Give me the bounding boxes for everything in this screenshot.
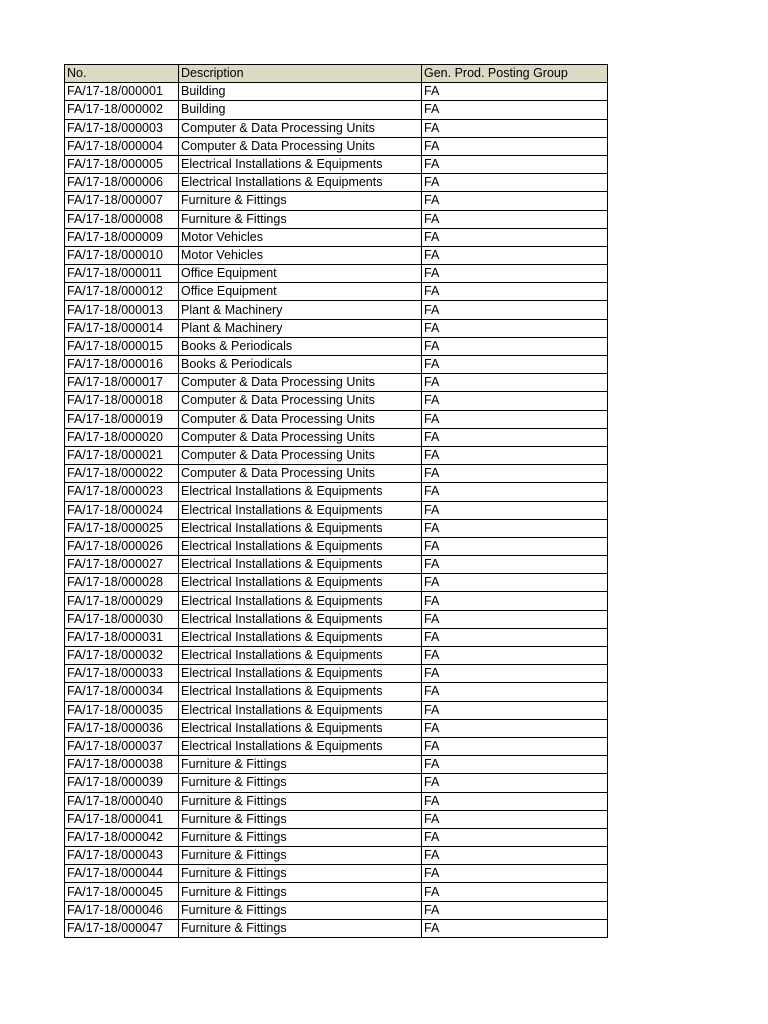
cell-posting-group: FA: [422, 574, 608, 592]
cell-description: Furniture & Fittings: [179, 901, 422, 919]
table-row: [65, 810, 608, 828]
cell-description: Electrical Installations & Equipments: [179, 592, 422, 610]
table-row: [65, 683, 608, 701]
table-body: [65, 83, 608, 938]
cell-description: Electrical Installations & Equipments: [179, 719, 422, 737]
cell-no: FA/17-18/000023: [65, 483, 179, 501]
table-row: [65, 392, 608, 410]
cell-no: FA/17-18/000015: [65, 337, 179, 355]
table-row: [65, 701, 608, 719]
table-row: [65, 828, 608, 846]
cell-posting-group: FA: [422, 265, 608, 283]
cell-description: Electrical Installations & Equipments: [179, 556, 422, 574]
cell-description: Books & Periodicals: [179, 356, 422, 374]
cell-description: Electrical Installations & Equipments: [179, 574, 422, 592]
cell-posting-group: FA: [422, 174, 608, 192]
table-row: [65, 847, 608, 865]
cell-posting-group: FA: [422, 901, 608, 919]
cell-posting-group: FA: [422, 847, 608, 865]
table-row: [65, 519, 608, 537]
cell-no: FA/17-18/000040: [65, 792, 179, 810]
header-row: [65, 65, 608, 83]
cell-description: Electrical Installations & Equipments: [179, 737, 422, 755]
cell-no: FA/17-18/000022: [65, 465, 179, 483]
table-row: [65, 465, 608, 483]
table-row: [65, 228, 608, 246]
cell-description: Furniture & Fittings: [179, 774, 422, 792]
cell-no: FA/17-18/000024: [65, 501, 179, 519]
cell-no: FA/17-18/000021: [65, 446, 179, 464]
table-row: [65, 901, 608, 919]
cell-description: Building: [179, 101, 422, 119]
cell-no: FA/17-18/000035: [65, 701, 179, 719]
cell-description: Furniture & Fittings: [179, 810, 422, 828]
cell-no: FA/17-18/000007: [65, 192, 179, 210]
table-row: [65, 446, 608, 464]
cell-no: FA/17-18/000043: [65, 847, 179, 865]
cell-posting-group: FA: [422, 392, 608, 410]
table-row: [65, 374, 608, 392]
table-row: [65, 501, 608, 519]
cell-description: Office Equipment: [179, 283, 422, 301]
cell-posting-group: FA: [422, 283, 608, 301]
cell-posting-group: FA: [422, 647, 608, 665]
cell-no: FA/17-18/000033: [65, 665, 179, 683]
cell-posting-group: FA: [422, 155, 608, 173]
table-row: [65, 610, 608, 628]
cell-no: FA/17-18/000003: [65, 119, 179, 137]
table-row: [65, 592, 608, 610]
table-row: [65, 919, 608, 937]
cell-posting-group: FA: [422, 519, 608, 537]
cell-no: FA/17-18/000039: [65, 774, 179, 792]
table-row: [65, 647, 608, 665]
table-row: [65, 174, 608, 192]
cell-posting-group: FA: [422, 246, 608, 264]
table-header: [65, 65, 608, 83]
cell-description: Books & Periodicals: [179, 337, 422, 355]
cell-description: Building: [179, 83, 422, 101]
cell-description: Furniture & Fittings: [179, 828, 422, 846]
cell-description: Electrical Installations & Equipments: [179, 665, 422, 683]
cell-posting-group: FA: [422, 737, 608, 755]
cell-description: Motor Vehicles: [179, 246, 422, 264]
cell-no: FA/17-18/000004: [65, 137, 179, 155]
cell-posting-group: FA: [422, 192, 608, 210]
cell-description: Motor Vehicles: [179, 228, 422, 246]
column-header-no: No.: [65, 65, 179, 83]
table-row: [65, 883, 608, 901]
cell-posting-group: FA: [422, 374, 608, 392]
cell-description: Furniture & Fittings: [179, 883, 422, 901]
cell-no: FA/17-18/000027: [65, 556, 179, 574]
cell-no: FA/17-18/000038: [65, 756, 179, 774]
cell-posting-group: FA: [422, 919, 608, 937]
cell-posting-group: FA: [422, 446, 608, 464]
cell-no: FA/17-18/000011: [65, 265, 179, 283]
cell-no: FA/17-18/000005: [65, 155, 179, 173]
cell-description: Furniture & Fittings: [179, 756, 422, 774]
cell-description: Furniture & Fittings: [179, 847, 422, 865]
cell-no: FA/17-18/000042: [65, 828, 179, 846]
cell-description: Computer & Data Processing Units: [179, 465, 422, 483]
cell-posting-group: FA: [422, 228, 608, 246]
table-row: [65, 628, 608, 646]
cell-posting-group: FA: [422, 337, 608, 355]
table-row: [65, 556, 608, 574]
cell-posting-group: FA: [422, 356, 608, 374]
cell-no: FA/17-18/000009: [65, 228, 179, 246]
cell-posting-group: FA: [422, 883, 608, 901]
table-row: [65, 301, 608, 319]
cell-posting-group: FA: [422, 319, 608, 337]
cell-no: FA/17-18/000014: [65, 319, 179, 337]
cell-description: Computer & Data Processing Units: [179, 119, 422, 137]
table-row: [65, 719, 608, 737]
cell-description: Plant & Machinery: [179, 301, 422, 319]
table-row: [65, 192, 608, 210]
cell-description: Electrical Installations & Equipments: [179, 155, 422, 173]
table-row: [65, 119, 608, 137]
fixed-asset-table: [64, 64, 608, 938]
cell-description: Electrical Installations & Equipments: [179, 174, 422, 192]
cell-no: FA/17-18/000032: [65, 647, 179, 665]
table-row: [65, 410, 608, 428]
cell-no: FA/17-18/000047: [65, 919, 179, 937]
cell-posting-group: FA: [422, 556, 608, 574]
cell-posting-group: FA: [422, 83, 608, 101]
cell-description: Electrical Installations & Equipments: [179, 483, 422, 501]
cell-no: FA/17-18/000017: [65, 374, 179, 392]
cell-description: Electrical Installations & Equipments: [179, 519, 422, 537]
cell-posting-group: FA: [422, 792, 608, 810]
table-row: [65, 337, 608, 355]
cell-description: Electrical Installations & Equipments: [179, 501, 422, 519]
cell-posting-group: FA: [422, 810, 608, 828]
table-row: [65, 756, 608, 774]
cell-no: FA/17-18/000036: [65, 719, 179, 737]
cell-no: FA/17-18/000026: [65, 537, 179, 555]
cell-posting-group: FA: [422, 483, 608, 501]
column-header-posting-group: Gen. Prod. Posting Group: [422, 65, 608, 83]
cell-posting-group: FA: [422, 592, 608, 610]
cell-description: Furniture & Fittings: [179, 865, 422, 883]
cell-description: Computer & Data Processing Units: [179, 374, 422, 392]
cell-no: FA/17-18/000030: [65, 610, 179, 628]
cell-no: FA/17-18/000046: [65, 901, 179, 919]
cell-posting-group: FA: [422, 719, 608, 737]
cell-posting-group: FA: [422, 210, 608, 228]
cell-posting-group: FA: [422, 301, 608, 319]
table-row: [65, 792, 608, 810]
cell-description: Electrical Installations & Equipments: [179, 647, 422, 665]
cell-description: Computer & Data Processing Units: [179, 428, 422, 446]
cell-description: Computer & Data Processing Units: [179, 446, 422, 464]
cell-description: Computer & Data Processing Units: [179, 137, 422, 155]
table-row: [65, 83, 608, 101]
cell-no: FA/17-18/000019: [65, 410, 179, 428]
cell-no: FA/17-18/000028: [65, 574, 179, 592]
cell-posting-group: FA: [422, 537, 608, 555]
table-row: [65, 574, 608, 592]
cell-posting-group: FA: [422, 410, 608, 428]
cell-posting-group: FA: [422, 665, 608, 683]
column-header-description: Description: [179, 65, 422, 83]
table-row: [65, 774, 608, 792]
cell-no: FA/17-18/000013: [65, 301, 179, 319]
table-row: [65, 483, 608, 501]
cell-description: Electrical Installations & Equipments: [179, 628, 422, 646]
cell-posting-group: FA: [422, 137, 608, 155]
cell-no: FA/17-18/000037: [65, 737, 179, 755]
cell-no: FA/17-18/000025: [65, 519, 179, 537]
table-row: [65, 101, 608, 119]
cell-no: FA/17-18/000006: [65, 174, 179, 192]
table-row: [65, 137, 608, 155]
table-row: [65, 246, 608, 264]
cell-posting-group: FA: [422, 101, 608, 119]
cell-posting-group: FA: [422, 865, 608, 883]
cell-description: Plant & Machinery: [179, 319, 422, 337]
cell-posting-group: FA: [422, 828, 608, 846]
cell-posting-group: FA: [422, 756, 608, 774]
cell-description: Computer & Data Processing Units: [179, 392, 422, 410]
cell-no: FA/17-18/000002: [65, 101, 179, 119]
table-row: [65, 428, 608, 446]
cell-description: Electrical Installations & Equipments: [179, 701, 422, 719]
cell-no: FA/17-18/000018: [65, 392, 179, 410]
cell-no: FA/17-18/000045: [65, 883, 179, 901]
table-row: [65, 283, 608, 301]
table-row: [65, 737, 608, 755]
cell-no: FA/17-18/000008: [65, 210, 179, 228]
cell-posting-group: FA: [422, 465, 608, 483]
cell-description: Electrical Installations & Equipments: [179, 683, 422, 701]
cell-posting-group: FA: [422, 774, 608, 792]
table-row: [65, 356, 608, 374]
cell-description: Furniture & Fittings: [179, 210, 422, 228]
table-row: [65, 865, 608, 883]
cell-no: FA/17-18/000001: [65, 83, 179, 101]
cell-posting-group: FA: [422, 701, 608, 719]
cell-no: FA/17-18/000016: [65, 356, 179, 374]
cell-no: FA/17-18/000012: [65, 283, 179, 301]
cell-posting-group: FA: [422, 501, 608, 519]
cell-description: Furniture & Fittings: [179, 919, 422, 937]
cell-posting-group: FA: [422, 683, 608, 701]
cell-description: Office Equipment: [179, 265, 422, 283]
cell-no: FA/17-18/000044: [65, 865, 179, 883]
table-row: [65, 265, 608, 283]
cell-posting-group: FA: [422, 610, 608, 628]
cell-description: Computer & Data Processing Units: [179, 410, 422, 428]
cell-no: FA/17-18/000031: [65, 628, 179, 646]
table-row: [65, 155, 608, 173]
cell-posting-group: FA: [422, 119, 608, 137]
cell-no: FA/17-18/000020: [65, 428, 179, 446]
cell-posting-group: FA: [422, 428, 608, 446]
cell-description: Electrical Installations & Equipments: [179, 537, 422, 555]
table-row: [65, 537, 608, 555]
cell-posting-group: FA: [422, 628, 608, 646]
cell-no: FA/17-18/000010: [65, 246, 179, 264]
cell-description: Furniture & Fittings: [179, 792, 422, 810]
cell-description: Furniture & Fittings: [179, 192, 422, 210]
cell-description: Electrical Installations & Equipments: [179, 610, 422, 628]
cell-no: FA/17-18/000041: [65, 810, 179, 828]
table-row: [65, 210, 608, 228]
table-row: [65, 665, 608, 683]
table-row: [65, 319, 608, 337]
cell-no: FA/17-18/000034: [65, 683, 179, 701]
cell-no: FA/17-18/000029: [65, 592, 179, 610]
